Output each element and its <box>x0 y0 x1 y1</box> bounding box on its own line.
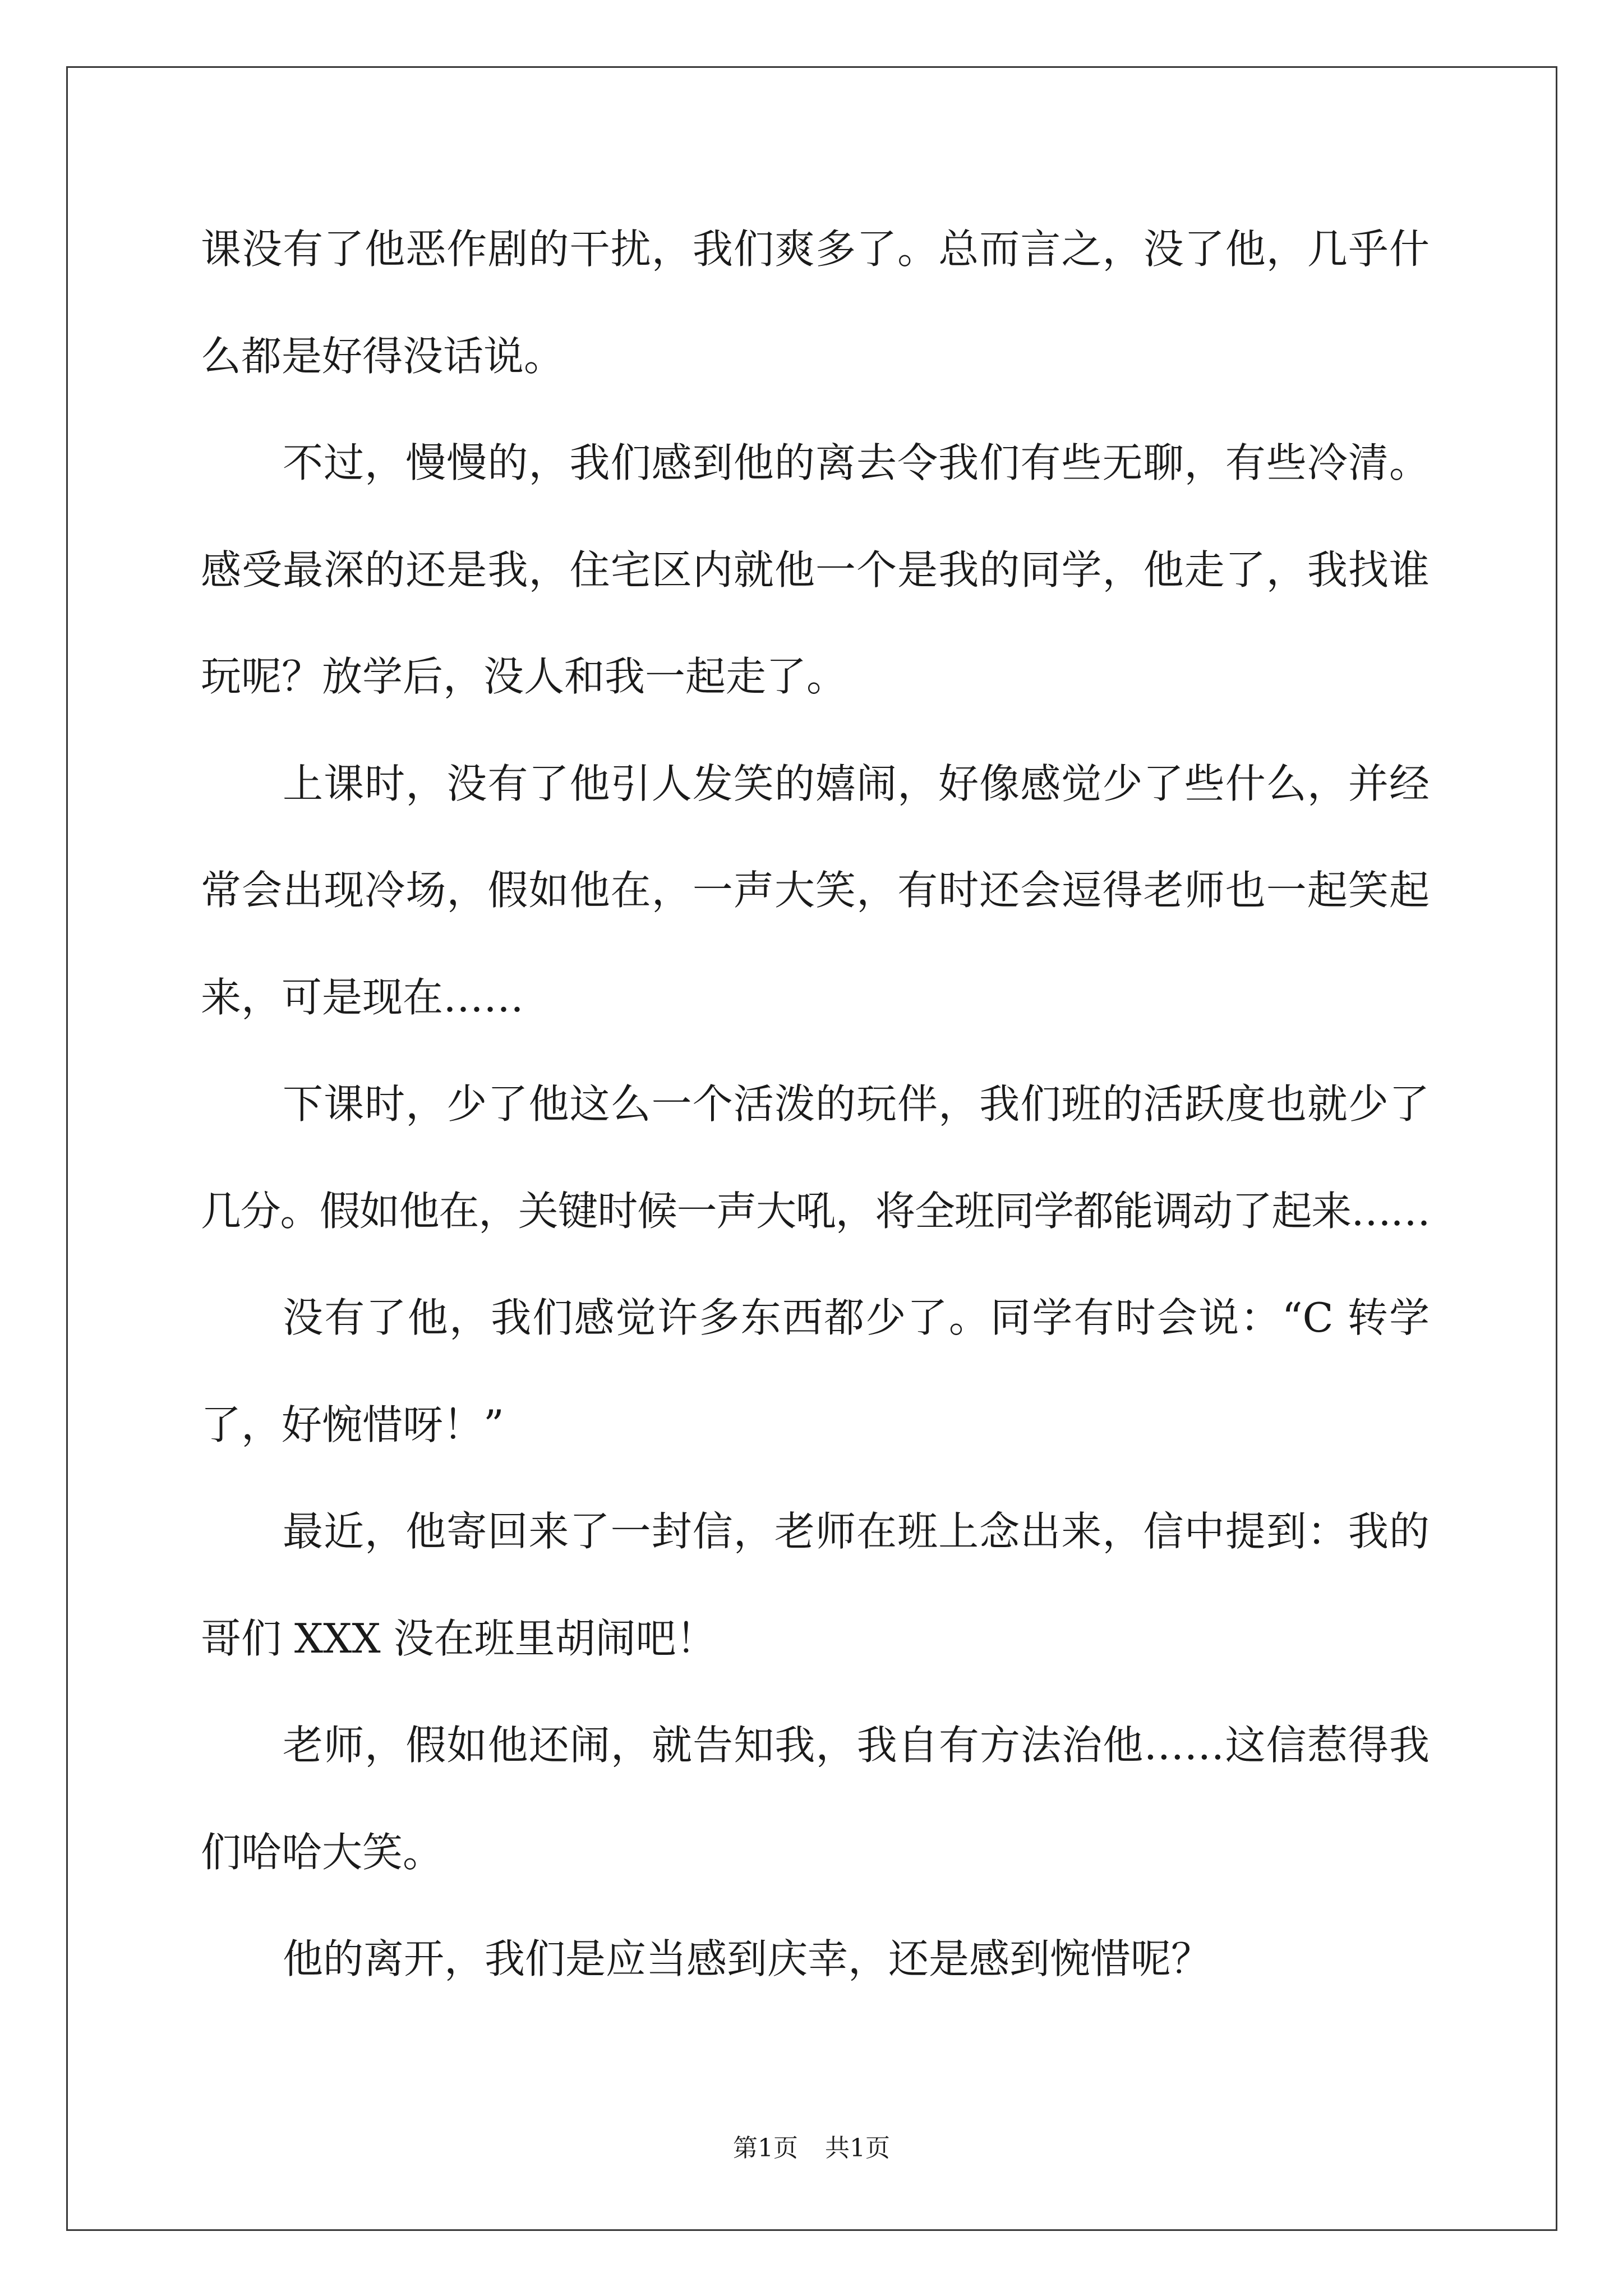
text-line: 玩呢？放学后，没人和我一起走了。 <box>201 653 847 700</box>
text-line: 老师，假如他还闹，就告知我，我自有方法治他……这信惹得我 <box>283 1722 1430 1769</box>
text-line: 常会出现冷场，假如他在，一声大笑，有时还会逗得老师也一起笑起 <box>201 867 1430 914</box>
text-line: 不过，慢慢的，我们感到他的离去令我们有些无聊，有些冷清。 <box>283 439 1430 486</box>
page-number: 第1页 <box>733 2134 798 2162</box>
text-line: 下课时，少了他这么一个活泼的玩伴，我们班的活跃度也就少了 <box>283 1080 1430 1128</box>
paragraph <box>201 409 1430 730</box>
text-line: 他的离开，我们是应当感到庆幸，还是感到惋惜呢？ <box>283 1935 1212 1982</box>
page-total: 共1页 <box>825 2134 890 2162</box>
document-body <box>201 196 1430 2013</box>
paragraph <box>201 196 1430 409</box>
text-line: 几分。假如他在，关键时候一声大吼，将全班同学都能调动了起来…… <box>201 1187 1430 1235</box>
text-line: 最近，他寄回来了一封信，老师在班上念出来，信中提到：我的 <box>283 1508 1430 1555</box>
text-line: 们哈哈大笑。 <box>201 1828 444 1876</box>
text-line: 上课时，没有了他引人发笑的嬉闹，好像感觉少了些什么，并经 <box>283 760 1430 807</box>
text-line: 感受最深的还是我，住宅区内就他一个是我的同学，他走了，我找谁 <box>201 546 1430 593</box>
paragraph <box>201 1478 1430 1692</box>
text-line: 课没有了他恶作剧的干扰，我们爽多了。总而言之，没了他，几乎什 <box>201 226 1430 273</box>
paragraph <box>201 1906 1430 2013</box>
paragraph <box>201 1692 1430 1906</box>
text-line: 了，好惋惜呀！” <box>201 1401 504 1448</box>
paragraph <box>201 1264 1430 1478</box>
paragraph <box>201 730 1430 1051</box>
text-line: 哥们 XXX 没在班里胡闹吧！ <box>201 1614 717 1662</box>
text-line: 没有了他，我们感觉许多东西都少了。同学有时会说：“C 转学 <box>283 1294 1430 1341</box>
paragraph <box>201 1051 1430 1264</box>
text-line: 么都是好得没话说。 <box>201 332 565 380</box>
page-footer <box>0 2132 1623 2165</box>
text-line: 来，可是现在…… <box>201 973 524 1021</box>
